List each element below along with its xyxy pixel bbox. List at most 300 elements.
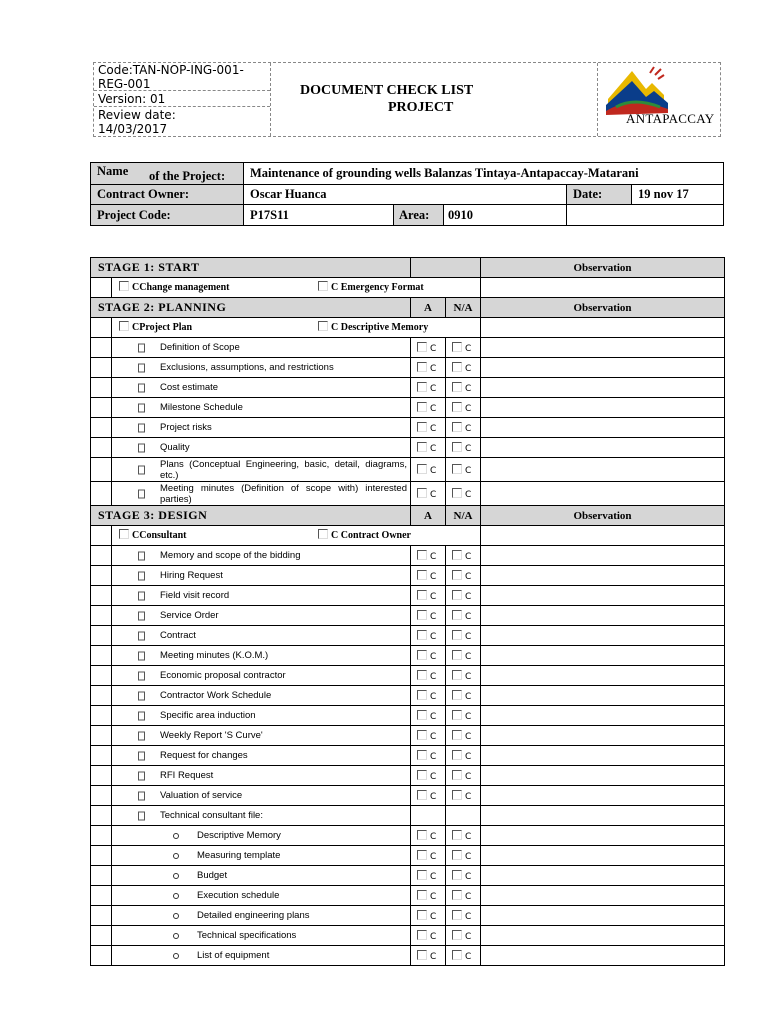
item-label-cell xyxy=(112,398,411,418)
checkbox-icon[interactable] xyxy=(417,630,427,640)
item-label: Contract xyxy=(160,630,196,641)
na-checkbox[interactable]: C xyxy=(446,686,481,706)
checkbox-icon[interactable] xyxy=(417,402,427,412)
square-bullet-icon xyxy=(138,423,145,432)
a-checkbox[interactable]: C xyxy=(411,706,446,726)
checkbox-icon[interactable] xyxy=(452,464,462,474)
contract-owner-label: Contract Owner: xyxy=(91,185,244,205)
checklist-item xyxy=(91,482,725,506)
checklist-item xyxy=(91,886,725,906)
item-label-cell xyxy=(112,686,411,706)
observation-cell[interactable] xyxy=(481,526,725,546)
indent-cell xyxy=(91,438,112,458)
option-1[interactable]: CConsultant xyxy=(119,529,186,541)
item-label-cell xyxy=(112,378,411,398)
a-checkbox[interactable]: C xyxy=(411,338,446,358)
info-empty-cell xyxy=(567,205,724,226)
checklist-item xyxy=(91,786,725,806)
observation-cell[interactable] xyxy=(481,626,725,646)
square-bullet-icon xyxy=(138,443,145,452)
indent-cell xyxy=(91,526,112,546)
checklist-item xyxy=(91,438,725,458)
a-checkbox[interactable]: C xyxy=(411,566,446,586)
checkbox-icon[interactable] xyxy=(452,488,462,498)
checklist-item xyxy=(91,378,725,398)
item-label: Contractor Work Schedule xyxy=(160,690,272,701)
a-checkbox[interactable]: C xyxy=(411,786,446,806)
stage-title: STAGE 2: PLANNING xyxy=(91,298,411,318)
na-checkbox[interactable]: C xyxy=(446,866,481,886)
checklist-item xyxy=(91,926,725,946)
document-title xyxy=(270,63,598,136)
checkbox-icon[interactable] xyxy=(452,710,462,720)
observation-cell[interactable] xyxy=(481,686,725,706)
observation-cell[interactable] xyxy=(481,546,725,566)
a-checkbox[interactable]: C xyxy=(411,766,446,786)
item-label-cell xyxy=(112,586,411,606)
item-label-cell xyxy=(112,418,411,438)
observation-cell[interactable] xyxy=(481,338,725,358)
option-2[interactable]: C Contract Owner xyxy=(318,529,411,541)
square-bullet-icon xyxy=(138,771,145,780)
na-checkbox[interactable]: C xyxy=(446,418,481,438)
square-bullet-icon xyxy=(138,343,145,352)
na-checkbox[interactable]: C xyxy=(446,378,481,398)
a-checkbox[interactable]: C xyxy=(411,686,446,706)
a-checkbox[interactable]: C xyxy=(411,482,446,506)
observation-cell[interactable] xyxy=(481,926,725,946)
observation-cell[interactable] xyxy=(481,398,725,418)
checkbox-icon[interactable] xyxy=(417,442,427,452)
item-label: Economic proposal contractor xyxy=(160,670,286,681)
checkbox-icon[interactable] xyxy=(452,342,462,352)
checkbox-icon[interactable] xyxy=(452,930,462,940)
na-checkbox[interactable]: C xyxy=(446,646,481,666)
checkbox-icon[interactable] xyxy=(452,650,462,660)
checkbox-icon[interactable] xyxy=(452,890,462,900)
checkbox-icon[interactable] xyxy=(417,770,427,780)
checkbox-icon[interactable] xyxy=(119,529,129,539)
item-label: Cost estimate xyxy=(160,382,219,393)
na-checkbox[interactable]: C xyxy=(446,586,481,606)
checkbox-icon[interactable] xyxy=(417,362,427,372)
checkbox-icon[interactable] xyxy=(452,670,462,680)
item-label-cell xyxy=(112,866,411,886)
checkbox-icon[interactable] xyxy=(417,464,427,474)
observation-cell[interactable] xyxy=(481,746,725,766)
checkbox-icon[interactable] xyxy=(452,422,462,432)
item-label: List of equipment xyxy=(197,950,270,961)
a-checkbox[interactable]: C xyxy=(411,646,446,666)
indent-cell xyxy=(91,358,112,378)
item-label: Project risks xyxy=(160,422,212,433)
checkbox-icon[interactable] xyxy=(452,770,462,780)
checkbox-icon[interactable] xyxy=(417,590,427,600)
square-bullet-icon xyxy=(138,611,145,620)
checkbox-icon[interactable] xyxy=(452,950,462,960)
stage-1-options xyxy=(91,278,725,298)
a-checkbox[interactable]: C xyxy=(411,946,446,966)
checkbox-icon[interactable] xyxy=(417,850,427,860)
square-bullet-icon xyxy=(138,751,145,760)
indent-cell xyxy=(91,886,112,906)
indent-cell xyxy=(91,746,112,766)
indent-cell xyxy=(91,726,112,746)
checklist-item xyxy=(91,906,725,926)
na-checkbox[interactable]: C xyxy=(446,706,481,726)
company-logo xyxy=(602,65,716,133)
na-checkbox[interactable]: C xyxy=(446,946,481,966)
checkbox-icon[interactable] xyxy=(417,710,427,720)
item-label: Memory and scope of the bidding xyxy=(160,550,301,561)
checkbox-icon[interactable] xyxy=(417,488,427,498)
observation-cell[interactable] xyxy=(481,566,725,586)
checkbox-icon[interactable] xyxy=(452,570,462,580)
brand-name: ANTAPACCAY xyxy=(626,111,715,126)
na-checkbox[interactable]: C xyxy=(446,398,481,418)
document-header xyxy=(93,62,721,137)
checkbox-icon[interactable] xyxy=(452,850,462,860)
project-name-label: Name of the Project: xyxy=(91,163,244,185)
indent-cell xyxy=(91,278,112,298)
observation-cell[interactable] xyxy=(481,766,725,786)
a-checkbox[interactable]: C xyxy=(411,626,446,646)
item-label-cell xyxy=(112,666,411,686)
observation-cell[interactable] xyxy=(481,646,725,666)
review-date-label: Review date: xyxy=(98,108,176,122)
observation-cell[interactable] xyxy=(481,278,725,298)
checklist-item xyxy=(91,546,725,566)
option-1[interactable]: CChange management xyxy=(119,281,230,293)
na-checkbox[interactable]: C xyxy=(446,566,481,586)
checkbox-icon[interactable] xyxy=(417,830,427,840)
indent-cell xyxy=(91,378,112,398)
checkbox-icon[interactable] xyxy=(452,690,462,700)
observation-cell[interactable] xyxy=(481,458,725,482)
stage-title: STAGE 1: START xyxy=(91,258,411,278)
item-label: Valuation of service xyxy=(160,790,243,801)
checkbox-icon[interactable] xyxy=(452,382,462,392)
checkbox-icon[interactable] xyxy=(452,730,462,740)
observation-cell[interactable] xyxy=(481,438,725,458)
indent-cell xyxy=(91,646,112,666)
na-checkbox[interactable]: C xyxy=(446,786,481,806)
checkbox-icon[interactable] xyxy=(417,750,427,760)
item-label-cell xyxy=(112,626,411,646)
a-checkbox[interactable]: C xyxy=(411,606,446,626)
stage-1-header xyxy=(91,258,725,278)
indent-cell xyxy=(91,766,112,786)
option-1[interactable]: CProject Plan xyxy=(119,321,192,333)
na-checkbox[interactable]: C xyxy=(446,606,481,626)
indent-cell xyxy=(91,866,112,886)
square-bullet-icon xyxy=(138,711,145,720)
observation-cell[interactable] xyxy=(481,886,725,906)
checkbox-icon[interactable] xyxy=(452,830,462,840)
checkbox-icon[interactable] xyxy=(417,870,427,880)
na-checkbox[interactable]: C xyxy=(446,746,481,766)
item-label-cell xyxy=(112,786,411,806)
indent-cell xyxy=(91,926,112,946)
square-bullet-icon xyxy=(138,571,145,580)
checklist-item xyxy=(91,806,725,826)
a-checkbox[interactable]: C xyxy=(411,458,446,482)
item-label: Budget xyxy=(197,870,228,881)
a-checkbox[interactable]: C xyxy=(411,586,446,606)
indent-cell xyxy=(91,606,112,626)
checkbox-icon[interactable] xyxy=(452,910,462,920)
observation-cell[interactable] xyxy=(481,418,725,438)
indent-cell xyxy=(91,686,112,706)
col-na-header: N/A xyxy=(446,298,481,318)
item-label-cell xyxy=(112,906,411,926)
project-code-value: P17S11 xyxy=(244,205,394,226)
item-label-cell xyxy=(112,338,411,358)
item-label: Execution schedule xyxy=(197,890,280,901)
stage-2-options xyxy=(91,318,725,338)
checkbox-icon[interactable] xyxy=(417,730,427,740)
indent-cell xyxy=(91,586,112,606)
checkbox-icon[interactable] xyxy=(318,321,328,331)
a-checkbox[interactable]: C xyxy=(411,358,446,378)
na-checkbox[interactable]: C xyxy=(446,826,481,846)
checkbox-icon[interactable] xyxy=(452,750,462,760)
stage-options xyxy=(112,526,481,546)
a-checkbox[interactable]: C xyxy=(411,546,446,566)
a-checkbox[interactable]: C xyxy=(411,666,446,686)
item-label: Service Order xyxy=(160,610,219,621)
na-checkbox[interactable]: C xyxy=(446,338,481,358)
document-version: Version: 01 xyxy=(94,92,270,107)
checklist-item xyxy=(91,826,725,846)
observation-cell[interactable] xyxy=(481,906,725,926)
indent-cell xyxy=(91,566,112,586)
checkbox-icon[interactable] xyxy=(452,610,462,620)
checkbox-icon[interactable] xyxy=(119,281,129,291)
circle-bullet-icon xyxy=(173,953,179,959)
document-code-cont: REG-001 xyxy=(94,77,270,91)
indent-cell xyxy=(91,706,112,726)
na-checkbox[interactable]: C xyxy=(446,846,481,866)
na-checkbox[interactable]: C xyxy=(446,666,481,686)
circle-bullet-icon xyxy=(173,893,179,899)
stage-options xyxy=(112,318,481,338)
checkbox-icon[interactable] xyxy=(417,670,427,680)
title-line-2: PROJECT xyxy=(388,100,454,115)
na-checkbox[interactable]: C xyxy=(446,438,481,458)
na-checkbox[interactable]: C xyxy=(446,458,481,482)
checkbox-icon[interactable] xyxy=(417,570,427,580)
item-label-cell xyxy=(112,726,411,746)
checkbox-icon[interactable] xyxy=(417,382,427,392)
square-bullet-icon xyxy=(138,363,145,372)
indent-cell xyxy=(91,338,112,358)
item-label-cell xyxy=(112,946,411,966)
observation-cell[interactable] xyxy=(481,806,725,826)
date-label: Date: xyxy=(567,185,632,205)
item-label: Field visit record xyxy=(160,590,230,601)
observation-cell[interactable] xyxy=(481,786,725,806)
observation-cell[interactable] xyxy=(481,378,725,398)
circle-bullet-icon xyxy=(173,873,179,879)
item-label: Meeting minutes (K.O.M.) xyxy=(160,650,269,661)
observation-cell[interactable] xyxy=(481,866,725,886)
na-checkbox[interactable]: C xyxy=(446,726,481,746)
item-label: Quality xyxy=(160,442,190,453)
stage-2-header xyxy=(91,298,725,318)
square-bullet-icon xyxy=(138,631,145,640)
item-label: Detailed engineering plans xyxy=(197,910,310,921)
a-checkbox[interactable]: C xyxy=(411,378,446,398)
checkbox-icon[interactable] xyxy=(318,281,328,291)
checkbox-icon[interactable] xyxy=(417,910,427,920)
stage-options xyxy=(112,278,481,298)
item-label: Technical specifications xyxy=(197,930,297,941)
checkbox-icon[interactable] xyxy=(417,790,427,800)
square-bullet-icon xyxy=(138,791,145,800)
item-label: Milestone Schedule xyxy=(160,402,243,413)
indent-cell xyxy=(91,398,112,418)
checkbox-icon[interactable] xyxy=(417,690,427,700)
checklist-item xyxy=(91,846,725,866)
title-line-1: DOCUMENT CHECK LIST xyxy=(300,83,474,98)
square-bullet-icon xyxy=(138,403,145,412)
checklist-item xyxy=(91,726,725,746)
checkbox-icon[interactable] xyxy=(452,870,462,880)
observation-cell[interactable] xyxy=(481,482,725,506)
a-checkbox[interactable]: C xyxy=(411,826,446,846)
observation-cell[interactable] xyxy=(481,318,725,338)
item-label: Weekly Report 'S Curve' xyxy=(160,730,263,741)
checkbox-icon[interactable] xyxy=(417,890,427,900)
area-label: Area: xyxy=(394,205,444,225)
na-checkbox[interactable]: C xyxy=(446,626,481,646)
item-label-cell xyxy=(112,766,411,786)
na-checkbox[interactable]: C xyxy=(446,546,481,566)
indent-cell xyxy=(91,546,112,566)
item-label: Plans (Conceptual Engineering, basic, detail, diagrams, etc.) xyxy=(160,458,407,481)
square-bullet-icon xyxy=(138,671,145,680)
indent-cell xyxy=(91,666,112,686)
observation-cell[interactable] xyxy=(481,586,725,606)
a-cell xyxy=(411,806,446,826)
observation-cell[interactable] xyxy=(481,606,725,626)
checkbox-icon[interactable] xyxy=(417,610,427,620)
na-checkbox[interactable]: C xyxy=(446,358,481,378)
option-2[interactable]: C Descriptive Memory xyxy=(318,321,428,333)
document-code: Code:TAN-NOP-ING-001- xyxy=(98,63,244,77)
square-bullet-icon xyxy=(138,465,145,474)
option-2[interactable]: C Emergency Format xyxy=(318,281,424,293)
a-checkbox[interactable]: C xyxy=(411,438,446,458)
checklist-item xyxy=(91,566,725,586)
observation-header: Observation xyxy=(481,506,725,526)
checkbox-icon[interactable] xyxy=(119,321,129,331)
date-value: 19 nov 17 xyxy=(632,185,724,205)
checkbox-icon[interactable] xyxy=(452,362,462,372)
square-bullet-icon xyxy=(138,731,145,740)
stage-3-header xyxy=(91,506,725,526)
checklist-item xyxy=(91,866,725,886)
square-bullet-icon xyxy=(138,811,145,820)
na-cell xyxy=(446,806,481,826)
observation-cell[interactable] xyxy=(481,358,725,378)
item-label-cell xyxy=(112,746,411,766)
checkbox-icon[interactable] xyxy=(417,950,427,960)
checkbox-icon[interactable] xyxy=(452,790,462,800)
checkbox-icon[interactable] xyxy=(417,422,427,432)
observation-cell[interactable] xyxy=(481,846,725,866)
observation-cell[interactable] xyxy=(481,706,725,726)
item-label: Measuring template xyxy=(197,850,281,861)
checkbox-icon[interactable] xyxy=(452,402,462,412)
checkbox-icon[interactable] xyxy=(417,342,427,352)
na-checkbox[interactable]: C xyxy=(446,766,481,786)
na-checkbox[interactable]: C xyxy=(446,926,481,946)
observation-cell[interactable] xyxy=(481,946,725,966)
checklist-item xyxy=(91,626,725,646)
checkbox-icon[interactable] xyxy=(417,650,427,660)
stage-title: STAGE 3: DESIGN xyxy=(91,506,411,526)
observation-cell[interactable] xyxy=(481,726,725,746)
checkbox-icon[interactable] xyxy=(417,550,427,560)
checkbox-icon[interactable] xyxy=(452,590,462,600)
item-label: RFI Request xyxy=(160,770,214,781)
a-checkbox[interactable]: C xyxy=(411,726,446,746)
indent-cell xyxy=(91,318,112,338)
na-checkbox[interactable]: C xyxy=(446,906,481,926)
project-info-table xyxy=(90,162,724,226)
a-checkbox[interactable]: C xyxy=(411,846,446,866)
a-checkbox[interactable]: C xyxy=(411,746,446,766)
checklist-item xyxy=(91,606,725,626)
a-checkbox[interactable]: C xyxy=(411,906,446,926)
checkbox-icon[interactable] xyxy=(452,442,462,452)
square-bullet-icon xyxy=(138,651,145,660)
a-checkbox[interactable]: C xyxy=(411,866,446,886)
observation-cell[interactable] xyxy=(481,826,725,846)
item-label: Request for changes xyxy=(160,750,248,761)
indent-cell xyxy=(91,418,112,438)
na-checkbox[interactable]: C xyxy=(446,886,481,906)
stage-3-options xyxy=(91,526,725,546)
checklist-item xyxy=(91,746,725,766)
checkbox-icon[interactable] xyxy=(417,930,427,940)
checklist-item xyxy=(91,686,725,706)
a-checkbox[interactable]: C xyxy=(411,926,446,946)
a-checkbox[interactable]: C xyxy=(411,886,446,906)
checklist-item xyxy=(91,946,725,966)
item-label: Technical consultant file: xyxy=(160,810,263,821)
item-label-cell xyxy=(112,646,411,666)
item-label: Definition of Scope xyxy=(160,342,240,353)
checklist-item xyxy=(91,398,725,418)
item-label-cell xyxy=(112,926,411,946)
a-checkbox[interactable]: C xyxy=(411,398,446,418)
item-label-cell xyxy=(112,846,411,866)
item-label-cell xyxy=(112,566,411,586)
checkbox-icon[interactable] xyxy=(452,550,462,560)
a-checkbox[interactable]: C xyxy=(411,418,446,438)
na-checkbox[interactable]: C xyxy=(446,482,481,506)
square-bullet-icon xyxy=(138,383,145,392)
item-label: Descriptive Memory xyxy=(197,830,281,841)
checkbox-icon[interactable] xyxy=(452,630,462,640)
checklist-item xyxy=(91,418,725,438)
checkbox-icon[interactable] xyxy=(318,529,328,539)
observation-cell[interactable] xyxy=(481,666,725,686)
circle-bullet-icon xyxy=(173,933,179,939)
